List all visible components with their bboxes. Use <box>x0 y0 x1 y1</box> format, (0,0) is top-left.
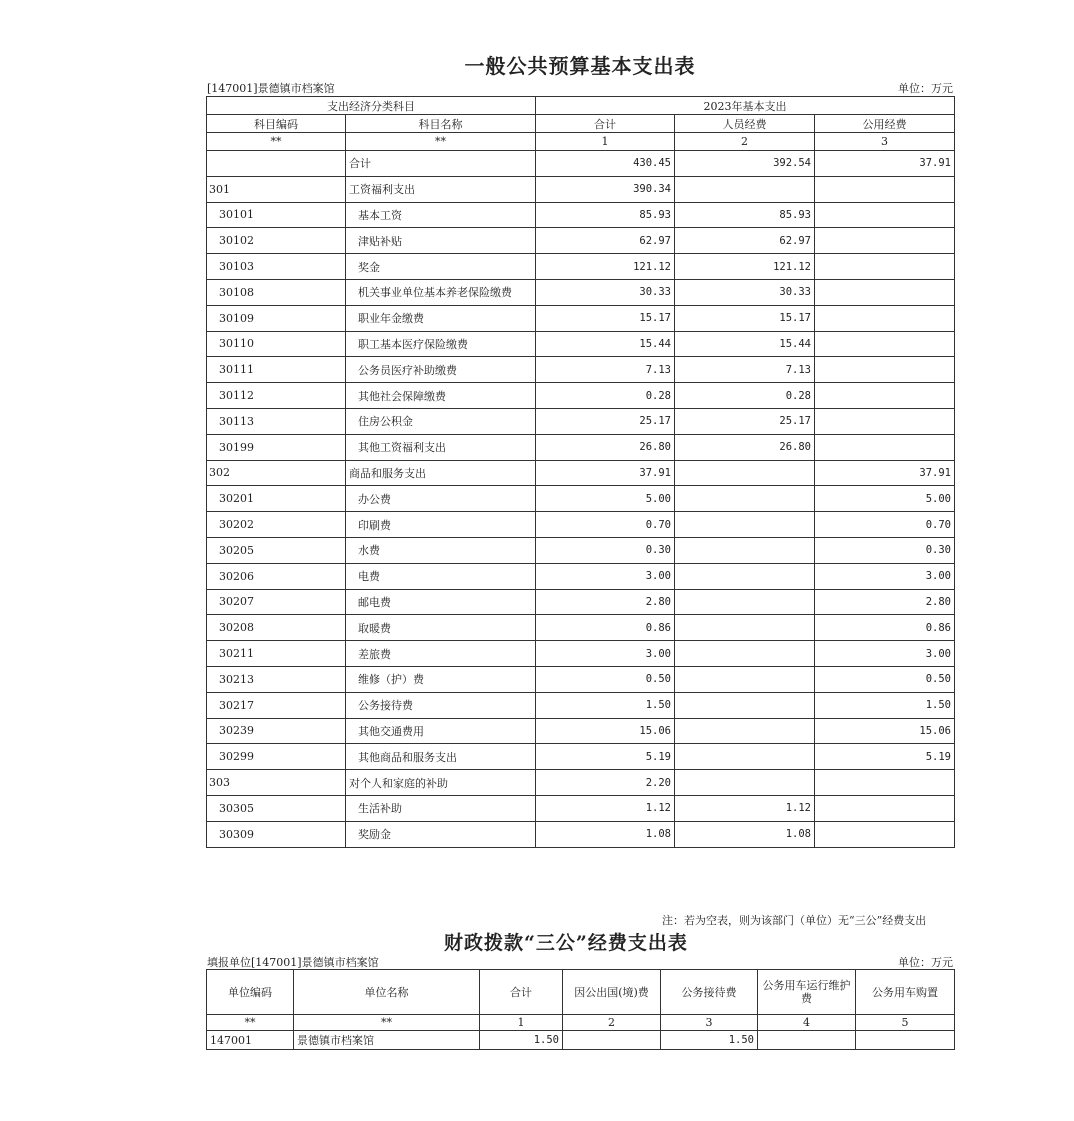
row-public: 0.86 <box>815 615 955 641</box>
row-personnel: 15.17 <box>675 305 815 331</box>
table-row <box>207 512 955 538</box>
index-name: ** <box>346 133 536 151</box>
header-group-left: 支出经济分类科目 <box>207 97 536 115</box>
row-personnel: 392.54 <box>675 151 815 177</box>
row-name: 合计 <box>346 151 536 177</box>
row-reception: 1.50 <box>661 1031 758 1050</box>
row-public: 1.50 <box>815 692 955 718</box>
row-total: 30.33 <box>536 279 675 305</box>
table2-index-cell: 5 <box>856 1015 955 1031</box>
row-total: 2.80 <box>536 589 675 615</box>
row-total: 26.80 <box>536 434 675 460</box>
row-vehicle-buy <box>856 1031 955 1050</box>
row-total: 15.17 <box>536 305 675 331</box>
row-personnel <box>675 537 815 563</box>
index-code: ** <box>207 133 346 151</box>
row-public <box>815 254 955 280</box>
table-row <box>207 305 955 331</box>
row-public: 0.50 <box>815 666 955 692</box>
index-public: 3 <box>815 133 955 151</box>
row-total: 5.00 <box>536 486 675 512</box>
header-total: 合计 <box>536 115 675 133</box>
row-name: 职工基本医疗保险缴费 <box>346 331 536 357</box>
row-name: 基本工资 <box>346 202 536 228</box>
row-public: 3.00 <box>815 641 955 667</box>
basic-expenditure-table <box>206 96 955 848</box>
table2-header-cell: 公务用车购置 <box>856 970 955 1015</box>
table-row <box>207 744 955 770</box>
row-personnel: 30.33 <box>675 279 815 305</box>
table2-title: 财政拨款“三公”经费支出表 <box>444 932 688 954</box>
row-name: 生活补助 <box>346 795 536 821</box>
row-personnel: 0.28 <box>675 383 815 409</box>
row-public: 0.70 <box>815 512 955 538</box>
row-public <box>815 202 955 228</box>
row-code: 30211 <box>207 641 346 667</box>
table-row <box>207 641 955 667</box>
table2-index-cell: 3 <box>661 1015 758 1031</box>
table-row <box>207 202 955 228</box>
row-total: 1.50 <box>536 692 675 718</box>
row-public: 37.91 <box>815 151 955 177</box>
row-personnel: 85.93 <box>675 202 815 228</box>
row-code: 30112 <box>207 383 346 409</box>
table-row <box>207 434 955 460</box>
table-row <box>207 615 955 641</box>
header-public: 公用经费 <box>815 115 955 133</box>
row-code: 30109 <box>207 305 346 331</box>
header-group-right: 2023年基本支出 <box>536 97 955 115</box>
row-code: 30111 <box>207 357 346 383</box>
row-name: 奖金 <box>346 254 536 280</box>
row-total: 15.44 <box>536 331 675 357</box>
table-row <box>207 666 955 692</box>
row-name: 维修（护）费 <box>346 666 536 692</box>
row-personnel <box>675 718 815 744</box>
table-row <box>207 279 955 305</box>
table2-header-cell: 单位名称 <box>294 970 480 1015</box>
row-personnel <box>675 744 815 770</box>
row-code: 30305 <box>207 795 346 821</box>
row-code: 30108 <box>207 279 346 305</box>
row-total: 0.86 <box>536 615 675 641</box>
row-personnel <box>675 666 815 692</box>
row-code: 30239 <box>207 718 346 744</box>
row-name: 奖励金 <box>346 821 536 847</box>
row-public <box>815 331 955 357</box>
row-public <box>815 176 955 202</box>
table2-header-cell: 公务接待费 <box>661 970 758 1015</box>
row-personnel <box>675 512 815 538</box>
row-total: 15.06 <box>536 718 675 744</box>
table-row <box>207 795 955 821</box>
row-total: 430.45 <box>536 151 675 177</box>
row-total: 85.93 <box>536 202 675 228</box>
row-total: 0.30 <box>536 537 675 563</box>
row-total: 390.34 <box>536 176 675 202</box>
row-personnel: 121.12 <box>675 254 815 280</box>
row-public <box>815 279 955 305</box>
table2-unit: 单位：万元 <box>898 956 953 969</box>
table-row <box>207 176 955 202</box>
table-row <box>207 821 955 847</box>
row-total: 2.20 <box>536 770 675 796</box>
row-personnel <box>675 641 815 667</box>
row-public <box>815 305 955 331</box>
row-public <box>815 228 955 254</box>
row-public: 3.00 <box>815 563 955 589</box>
table1-title: 一般公共预算基本支出表 <box>464 54 696 78</box>
table-row <box>207 770 955 796</box>
table1-unit-label: [147001]景德镇市档案馆 <box>207 82 335 95</box>
table-row <box>207 460 955 486</box>
row-name: 水费 <box>346 537 536 563</box>
row-name: 其他工资福利支出 <box>346 434 536 460</box>
row-name: 公务员医疗补助缴费 <box>346 357 536 383</box>
row-total: 3.00 <box>536 563 675 589</box>
row-name: 津贴补贴 <box>346 228 536 254</box>
row-name: 办公费 <box>346 486 536 512</box>
row-total: 37.91 <box>536 460 675 486</box>
row-code: 30103 <box>207 254 346 280</box>
table-row <box>207 1031 955 1050</box>
table2-index-row <box>207 1015 955 1031</box>
row-total: 62.97 <box>536 228 675 254</box>
row-name: 商品和服务支出 <box>346 460 536 486</box>
row-personnel <box>675 460 815 486</box>
row-code: 302 <box>207 460 346 486</box>
table-row <box>207 228 955 254</box>
row-public <box>815 434 955 460</box>
row-public: 5.00 <box>815 486 955 512</box>
table2-unit-label: 填报单位[147001]景德镇市档案馆 <box>207 956 379 969</box>
table2-index-cell: 4 <box>758 1015 856 1031</box>
row-name: 差旅费 <box>346 641 536 667</box>
row-personnel: 15.44 <box>675 331 815 357</box>
row-public: 37.91 <box>815 460 955 486</box>
row-name: 机关事业单位基本养老保险缴费 <box>346 279 536 305</box>
row-personnel: 7.13 <box>675 357 815 383</box>
row-vehicle-op <box>758 1031 856 1050</box>
row-code: 30202 <box>207 512 346 538</box>
three-public-expenses-table <box>206 969 955 1050</box>
row-personnel <box>675 589 815 615</box>
row-code: 30213 <box>207 666 346 692</box>
header-personnel: 人员经费 <box>675 115 815 133</box>
row-code: 30217 <box>207 692 346 718</box>
table1-unit: 单位：万元 <box>898 82 953 95</box>
row-name: 其他交通费用 <box>346 718 536 744</box>
row-total: 25.17 <box>536 408 675 434</box>
row-unit-code: 147001 <box>207 1031 294 1050</box>
row-name: 印刷费 <box>346 512 536 538</box>
row-total: 3.00 <box>536 641 675 667</box>
row-name: 邮电费 <box>346 589 536 615</box>
row-abroad <box>563 1031 661 1050</box>
row-public: 15.06 <box>815 718 955 744</box>
row-personnel: 25.17 <box>675 408 815 434</box>
table2-index-cell: 2 <box>563 1015 661 1031</box>
row-personnel <box>675 486 815 512</box>
row-personnel <box>675 692 815 718</box>
row-name: 公务接待费 <box>346 692 536 718</box>
row-code: 30205 <box>207 537 346 563</box>
row-unit-name: 景德镇市档案馆 <box>294 1031 480 1050</box>
table2-header-row <box>207 970 955 1015</box>
row-name: 住房公积金 <box>346 408 536 434</box>
row-public <box>815 357 955 383</box>
row-personnel: 1.12 <box>675 795 815 821</box>
table2-body <box>207 1031 955 1050</box>
row-code <box>207 151 346 177</box>
index-personnel: 2 <box>675 133 815 151</box>
row-code: 30110 <box>207 331 346 357</box>
row-total: 121.12 <box>536 254 675 280</box>
table2-index-cell: 1 <box>480 1015 563 1031</box>
table2-header-cell: 因公出国(境)费 <box>563 970 661 1015</box>
row-name: 对个人和家庭的补助 <box>346 770 536 796</box>
row-code: 30206 <box>207 563 346 589</box>
row-public <box>815 408 955 434</box>
row-code: 30299 <box>207 744 346 770</box>
row-code: 30208 <box>207 615 346 641</box>
table2-note: 注：若为空表，则为该部门（单位）无“三公”经费支出 <box>662 914 927 927</box>
row-total: 5.19 <box>536 744 675 770</box>
row-code: 301 <box>207 176 346 202</box>
row-name: 取暖费 <box>346 615 536 641</box>
row-name: 职业年金缴费 <box>346 305 536 331</box>
table-row <box>207 589 955 615</box>
index-total: 1 <box>536 133 675 151</box>
table2-header-cell: 单位编码 <box>207 970 294 1015</box>
table2-index-cell: ** <box>207 1015 294 1031</box>
header-code: 科目编码 <box>207 115 346 133</box>
row-code: 30207 <box>207 589 346 615</box>
table-row <box>207 331 955 357</box>
table-row <box>207 537 955 563</box>
row-total: 0.70 <box>536 512 675 538</box>
table-row <box>207 357 955 383</box>
header-name: 科目名称 <box>346 115 536 133</box>
row-personnel: 1.08 <box>675 821 815 847</box>
table-row <box>207 151 955 177</box>
row-name: 其他商品和服务支出 <box>346 744 536 770</box>
row-public: 2.80 <box>815 589 955 615</box>
row-personnel: 26.80 <box>675 434 815 460</box>
row-public <box>815 770 955 796</box>
table2-index-cell: ** <box>294 1015 480 1031</box>
row-code: 30199 <box>207 434 346 460</box>
row-total: 1.08 <box>536 821 675 847</box>
row-personnel <box>675 770 815 796</box>
table-row <box>207 563 955 589</box>
row-total: 0.50 <box>536 666 675 692</box>
table-row <box>207 383 955 409</box>
row-personnel <box>675 563 815 589</box>
row-name: 其他社会保障缴费 <box>346 383 536 409</box>
table-row <box>207 692 955 718</box>
row-code: 30102 <box>207 228 346 254</box>
row-code: 30309 <box>207 821 346 847</box>
row-public <box>815 821 955 847</box>
table-row <box>207 718 955 744</box>
row-total: 1.50 <box>480 1031 563 1050</box>
table-row <box>207 254 955 280</box>
row-public: 0.30 <box>815 537 955 563</box>
row-code: 303 <box>207 770 346 796</box>
row-public <box>815 383 955 409</box>
table-row <box>207 408 955 434</box>
row-name: 电费 <box>346 563 536 589</box>
row-total: 0.28 <box>536 383 675 409</box>
row-name: 工资福利支出 <box>346 176 536 202</box>
row-code: 30101 <box>207 202 346 228</box>
table2-header-cell: 公务用车运行维护费 <box>758 970 856 1015</box>
table2-header-cell: 合计 <box>480 970 563 1015</box>
row-personnel: 62.97 <box>675 228 815 254</box>
table-row <box>207 486 955 512</box>
row-total: 1.12 <box>536 795 675 821</box>
row-public <box>815 795 955 821</box>
row-personnel <box>675 615 815 641</box>
row-code: 30201 <box>207 486 346 512</box>
row-personnel <box>675 176 815 202</box>
row-code: 30113 <box>207 408 346 434</box>
row-total: 7.13 <box>536 357 675 383</box>
row-public: 5.19 <box>815 744 955 770</box>
table1-body <box>207 151 955 848</box>
